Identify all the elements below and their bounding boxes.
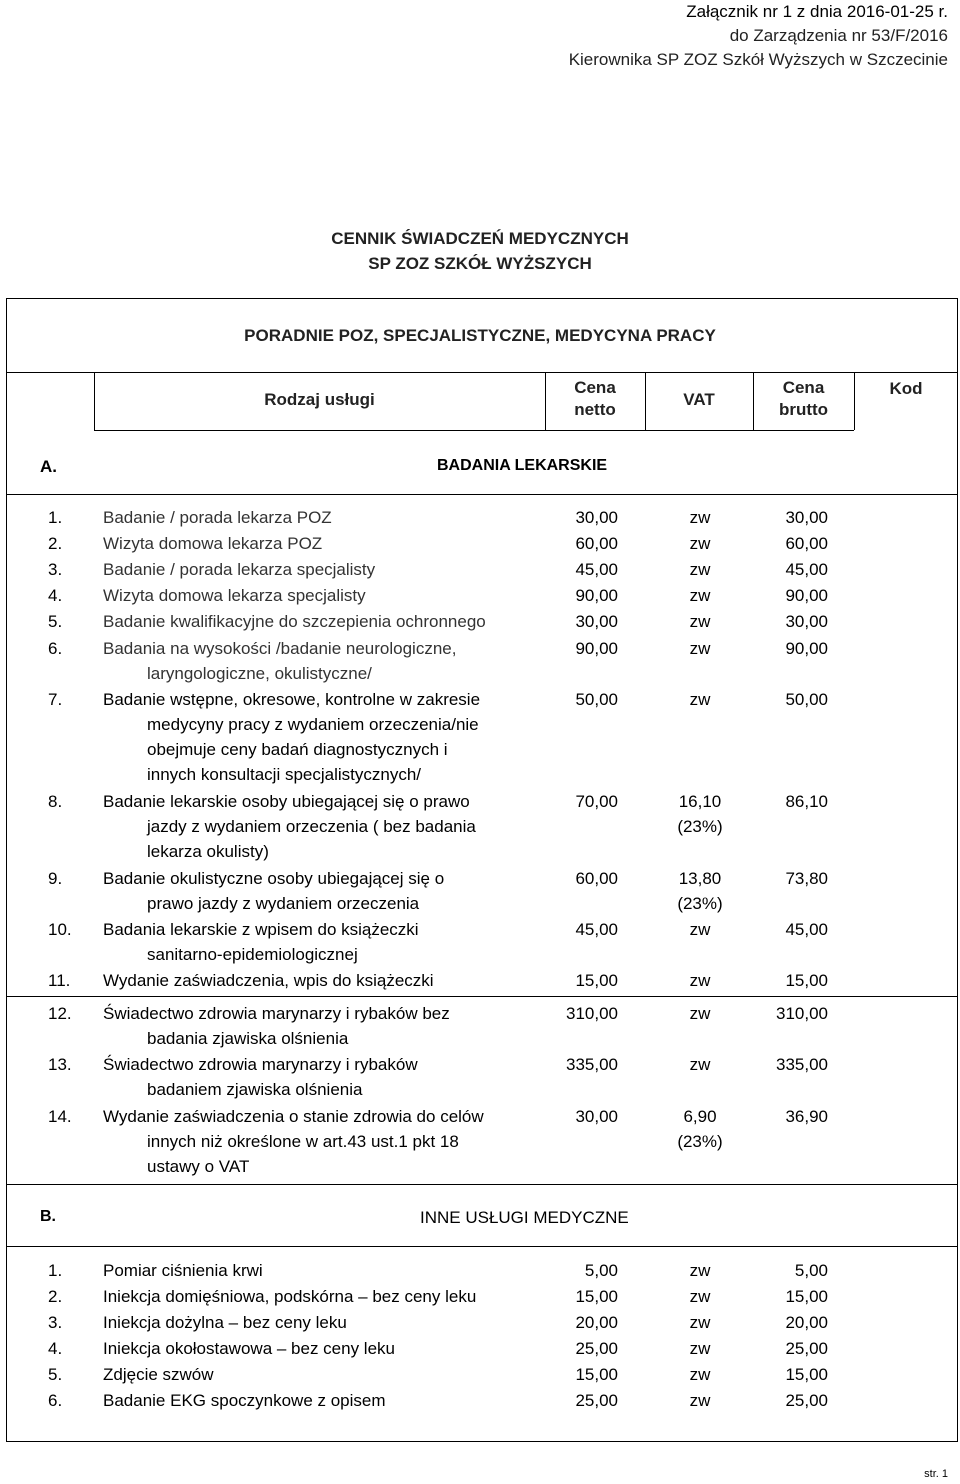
row-number: 8. [48,792,63,811]
row-netto: 30,00 [575,508,618,527]
row-description [103,789,543,864]
row-number: 7. [48,690,63,709]
row-description [103,1052,543,1102]
row-desc-line: Wydanie zaświadczenia o stanie zdrowia do celów [103,1107,484,1126]
row-desc-line: Świadectwo zdrowia marynarzy i rybaków bez [103,1004,450,1023]
row-brutto: 25,00 [785,1339,828,1358]
row-desc-line: Świadectwo zdrowia marynarzy i rybaków [103,1055,418,1074]
row-description: Badanie / porada lekarza POZ [103,508,332,527]
divider [6,1184,958,1185]
row-vat: zw [689,1313,711,1332]
col-vat: VAT [683,390,715,409]
row-description [103,687,543,787]
attachment-header [569,0,948,72]
row-description [103,917,543,967]
row-vat: zw [689,1391,711,1410]
row-desc-line: sanitarno-epidemiologicznej [147,945,358,964]
row-number: 2. [48,534,63,553]
row-netto: 70,00 [575,792,618,811]
row-netto: 310,00 [566,1004,618,1023]
row-desc-line: obejmuje ceny badań diagnostycznych i [147,740,448,759]
row-netto: 30,00 [575,1107,618,1126]
row-brutto: 5,00 [794,1261,828,1280]
row-desc-line: prawo jazdy z wydaniem orzeczenia [147,894,420,913]
row-vat: zw [689,534,711,553]
row-vat: zw [689,639,711,658]
row-desc-line: innych niż określone w art.43 ust.1 pkt 18 [147,1132,459,1151]
row-description [103,1104,543,1179]
row-vat-amount: 16,10 [678,792,722,811]
row-number: 2. [48,1287,63,1306]
row-netto: 60,00 [575,869,618,888]
row-vat: zw [689,560,711,579]
row-desc-line: lekarza okulisty) [147,842,269,861]
row-description: Iniekcja okołostawowa – bez ceny leku [103,1339,395,1358]
row-desc-line: Badania na wysokości /badanie neurologiczne, [103,639,457,658]
row-vat: zw [689,971,711,990]
col-rodzaj-uslugi: Rodzaj usługi [264,390,375,409]
row-description: Badanie kwalifikacyjne do szczepienia ochronnego [103,612,486,631]
row-description: Iniekcja domięśniowa, podskórna – bez ceny leku [103,1287,477,1306]
row-desc-line: badaniem zjawiska olśnienia [147,1080,363,1099]
row-netto: 15,00 [575,1365,618,1384]
row-vat: zw [689,1055,711,1074]
row-number: 6. [48,639,63,658]
row-desc-line: medycyny pracy z wydaniem orzeczenia/nie [147,715,479,734]
row-desc-line: laryngologiczne, okulistyczne/ [147,664,372,683]
row-netto: 20,00 [575,1313,618,1332]
row-vat: zw [689,1365,711,1384]
row-desc-line: Badanie okulistyczne osoby ubiegającej się o [103,869,445,888]
row-brutto: 25,00 [785,1391,828,1410]
row-brutto: 15,00 [785,971,828,990]
row-brutto: 36,90 [785,1107,828,1126]
row-vat: zw [689,508,711,527]
title-line-2: SP ZOZ SZKÓŁ WYŻSZYCH [368,254,592,273]
row-vat: zw [689,920,711,939]
col-brutto-line1: Cena [782,378,825,397]
row-netto: 45,00 [575,560,618,579]
row-number: 12. [48,1004,72,1023]
row-desc-line: Badania lekarskie z wpisem do książeczki [103,920,419,939]
col-cena-netto [545,377,645,421]
row-description: Wizyta domowa lekarza POZ [103,534,323,553]
row-netto: 25,00 [575,1391,618,1410]
row-desc-line: Badanie lekarskie osoby ubiegającej się o prawo [103,792,470,811]
row-number: 1. [48,508,63,527]
row-brutto: 90,00 [785,639,828,658]
row-vat-amount: 6,90 [683,1107,717,1126]
section-b-title: INNE USŁUGI MEDYCZNE [420,1208,629,1227]
row-number: 3. [48,560,63,579]
row-number: 5. [48,612,63,631]
row-netto: 90,00 [575,639,618,658]
row-number: 4. [48,586,63,605]
row-vat: zw [689,612,711,631]
row-desc-line: Badanie wstępne, okresowe, kontrolne w zakresie [103,690,481,709]
row-vat: zw [689,1287,711,1306]
row-netto: 30,00 [575,612,618,631]
row-brutto: 15,00 [785,1365,828,1384]
row-vat-rate: (23%) [677,1132,723,1151]
divider [94,430,854,431]
row-description: Badanie / porada lekarza specjalisty [103,560,376,579]
director-line: Kierownika SP ZOZ Szkół Wyższych w Szczecinie [568,50,948,69]
row-brutto: 30,00 [785,508,828,527]
section-b-letter: B. [40,1208,56,1225]
row-description [103,1001,543,1051]
row-vat: zw [689,690,711,709]
row-brutto: 335,00 [776,1055,828,1074]
row-number: 9. [48,869,63,888]
row-number: 3. [48,1313,63,1332]
row-netto: 15,00 [575,971,618,990]
col-netto-line1: Cena [574,378,616,397]
row-brutto: 73,80 [785,869,828,888]
row-vat: zw [689,1004,711,1023]
divider [6,1246,958,1247]
row-vat-rate: (23%) [677,817,723,836]
col-netto-line2: netto [574,400,616,419]
row-netto: 90,00 [575,586,618,605]
row-description: Wizyta domowa lekarza specjalisty [103,586,366,605]
row-description: Badanie EKG spoczynkowe z opisem [103,1391,386,1410]
row-brutto: 30,00 [785,612,828,631]
row-brutto: 15,00 [785,1287,828,1306]
row-description: Iniekcja dożylna – bez ceny leku [103,1313,347,1332]
row-netto: 45,00 [575,920,618,939]
row-brutto: 90,00 [785,586,828,605]
col-brutto-line2: brutto [778,400,829,419]
row-number: 14. [48,1107,72,1126]
section-a-letter: A. [40,457,57,476]
row-brutto: 86,10 [785,792,828,811]
divider [6,372,958,373]
row-vat-rate: (23%) [677,894,723,913]
row-description [103,636,543,686]
row-desc-line: innych konsultacji specjalistycznych/ [147,765,422,784]
divider [6,494,958,495]
row-netto: 5,00 [584,1261,618,1280]
page-number: str. 1 [924,1468,948,1480]
row-number: 5. [48,1365,63,1384]
row-vat: zw [689,1339,711,1358]
row-netto: 15,00 [575,1287,618,1306]
row-brutto: 50,00 [785,690,828,709]
row-number: 6. [48,1391,63,1410]
row-netto: 25,00 [575,1339,618,1358]
row-netto: 50,00 [575,690,618,709]
row-vat: zw [689,586,711,605]
row-brutto: 45,00 [785,920,828,939]
page-title [0,226,960,276]
row-desc-line: jazdy z wydaniem orzeczenia ( bez badania [147,817,476,836]
row-number: 1. [48,1261,63,1280]
row-description [103,866,543,916]
row-description: Zdjęcie szwów [103,1365,214,1384]
row-brutto: 310,00 [776,1004,828,1023]
row-netto: 335,00 [566,1055,618,1074]
row-vat: zw [689,1261,711,1280]
section-a-title: BADANIA LEKARSKIE [437,457,608,474]
divider [6,996,958,997]
row-number: 4. [48,1339,63,1358]
title-line-1: CENNIK ŚWIADCZEŃ MEDYCZNYCH [331,229,629,248]
row-netto: 60,00 [575,534,618,553]
row-number: 11. [48,971,71,990]
row-desc-line: badania zjawiska olśnienia [147,1029,349,1048]
row-number: 10. [48,920,72,939]
section-subtitle: PORADNIE POZ, SPECJALISTYCZNE, MEDYCYNA PRACY [244,326,716,345]
row-vat-amount: 13,80 [678,869,722,888]
row-description: Pomiar ciśnienia krwi [103,1261,263,1280]
row-brutto: 20,00 [785,1313,828,1332]
row-description: Wydanie zaświadczenia, wpis do książeczki [103,971,434,990]
col-cena-brutto [753,377,854,421]
row-desc-line: ustawy o VAT [147,1157,250,1176]
ordinance-line: do Zarządzenia nr 53/F/2016 [729,26,948,45]
row-number: 13. [48,1055,72,1074]
attachment-line: Załącznik nr 1 z dnia 2016-01-25 r. [686,2,948,21]
row-brutto: 45,00 [785,560,828,579]
col-kod: Kod [889,379,923,398]
row-brutto: 60,00 [785,534,828,553]
